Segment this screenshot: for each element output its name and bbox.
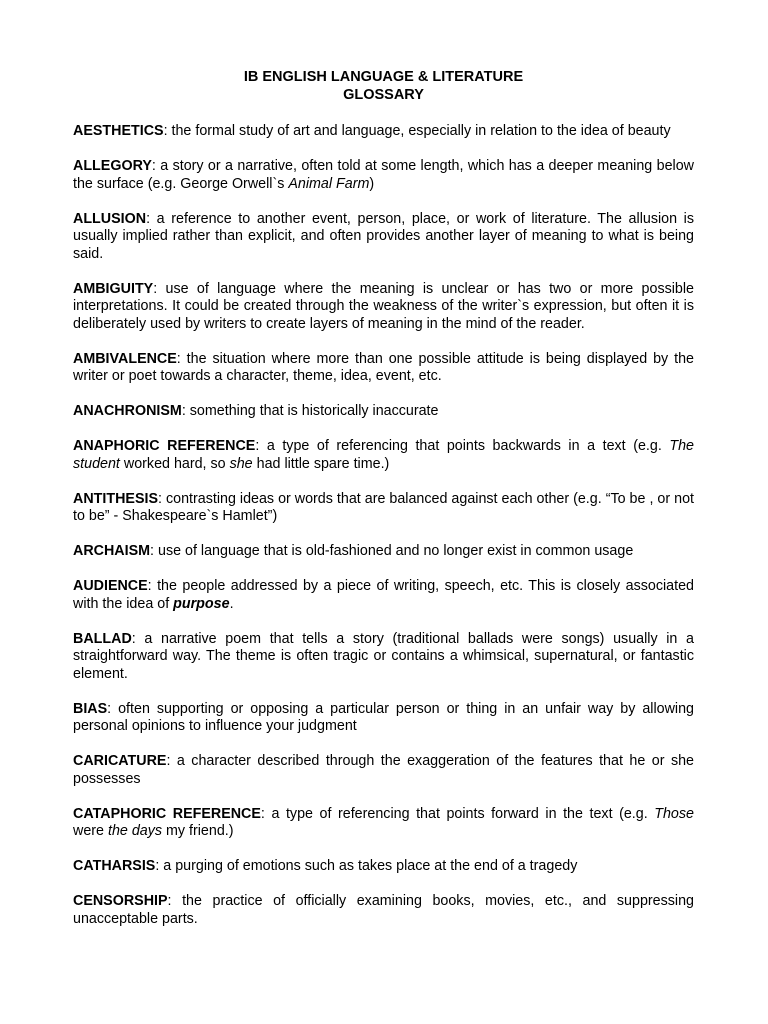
glossary-definition: : something that is historically inaccurate [181, 403, 439, 419]
glossary-entry-antithesis [73, 491, 694, 526]
glossary-term: ANACHRONISM [73, 403, 182, 419]
glossary-entry-archaism [73, 543, 694, 561]
glossary-term: CARICATURE [73, 753, 167, 769]
glossary-definition: : a reference to another event, person, place, or work of literature. The allusion is usually implied rather than explicit, and often provides another layer of meaning to what is being said. [73, 210, 694, 262]
glossary-entry-audience [73, 578, 694, 613]
glossary-entry-ambiguity [73, 281, 694, 334]
glossary-definition: : a type of referencing that points backwards in a text (e.g. [255, 438, 670, 454]
italic-example: The student [73, 438, 694, 472]
glossary-entry-anachronism [73, 403, 694, 421]
glossary-definition-end: my friend.) [162, 823, 234, 839]
glossary-definition-end: had little spare time.) [252, 455, 390, 472]
glossary-term: CATAPHORIC REFERENCE [73, 805, 261, 822]
glossary-definition: : use of language that is old-fashioned and no longer exist in common usage [150, 543, 634, 559]
glossary-term: AMBIVALENCE [73, 350, 177, 367]
glossary-entry-anaphoric-reference [73, 438, 694, 473]
glossary-definition-end: . [229, 595, 234, 612]
glossary-definition: : a purging of emotions such as takes place at the end of a tragedy [155, 858, 578, 874]
glossary-term: AMBIGUITY [73, 280, 154, 297]
glossary-term: ARCHAISM [73, 543, 151, 559]
glossary-definition: : the practice of officially examining books, movies, etc., and suppressing unacceptable parts. [73, 893, 694, 927]
glossary-entry-cataphoric-reference [73, 806, 694, 841]
glossary-definition-part: were [73, 823, 108, 839]
glossary-entry-aesthetics [73, 123, 694, 141]
glossary-entry-ballad [73, 631, 694, 684]
glossary-term: BIAS [73, 700, 108, 717]
glossary-definition: : a narrative poem that tells a story (traditional ballads were songs) usually in a straightforward way. The theme is often tragic or contains a whimsical, supernatural, or fantastic element. [73, 630, 694, 682]
glossary-entry-catharsis [73, 858, 694, 876]
italic-example: she [229, 455, 253, 472]
italic-title: Animal Farm [288, 175, 370, 192]
glossary-term: AESTHETICS [73, 123, 164, 139]
glossary-term: ANAPHORIC REFERENCE [73, 438, 256, 454]
document-title: IB ENGLISH LANGUAGE & LITERATURE [243, 69, 524, 85]
glossary-entry-ambivalence [73, 351, 694, 386]
glossary-term: CATHARSIS [73, 858, 156, 874]
glossary-entry-censorship [73, 893, 694, 928]
glossary-definition: : often supporting or opposing a particular person or thing in an unfair way by allowing personal opinions to influence your judgment [73, 700, 694, 734]
glossary-definition: : the situation where more than one possible attitude is being displayed by the writer or poet towards a character, theme, idea, event, etc. [73, 350, 694, 384]
glossary-term: ALLUSION [73, 210, 147, 227]
glossary-definition-end: ) [369, 175, 375, 192]
document-subtitle: GLOSSARY [343, 87, 424, 103]
glossary-term: ANTITHESIS [73, 490, 158, 507]
glossary-definition: : the formal study of art and language, especially in relation to the idea of beauty [163, 123, 671, 139]
glossary-definition: : contrasting ideas or words that are balanced against each other (e.g. “To be , or not to be” - Shakespeare`s Hamlet”) [73, 490, 694, 524]
glossary-entry-allusion [73, 211, 694, 264]
document-page [73, 68, 694, 946]
italic-example: Those [654, 805, 694, 822]
glossary-definition: : use of language where the meaning is unclear or has two or more possible interpretations. It could be created through the weakness of the writer`s expression, but often it is deliberately used by writers to create layers of meaning in the mind of the reader. [73, 280, 694, 332]
glossary-term: BALLAD [73, 630, 132, 647]
glossary-definition: : a character described through the exaggeration of the features that he or she possesses [73, 753, 694, 787]
glossary-definition: : the people addressed by a piece of writing, speech, etc. This is closely associated with the idea of [73, 578, 694, 612]
glossary-entry-caricature [73, 753, 694, 788]
glossary-term: AUDIENCE [73, 578, 148, 594]
emphasis-word: purpose [173, 595, 230, 612]
glossary-term: ALLEGORY [73, 158, 152, 174]
glossary-definition: : a type of referencing that points forward in the text (e.g. [260, 805, 655, 822]
document-header [73, 68, 694, 104]
italic-example: the days [107, 823, 163, 839]
glossary-definition: : a story or a narrative, often told at some length, which has a deeper meaning below the surface (e.g. George Orwell`s [73, 158, 694, 192]
glossary-entry-bias [73, 701, 694, 736]
glossary-definition-part: worked hard, so [119, 455, 230, 472]
glossary-term: CENSORSHIP [73, 893, 168, 909]
glossary-entry-allegory [73, 158, 694, 193]
